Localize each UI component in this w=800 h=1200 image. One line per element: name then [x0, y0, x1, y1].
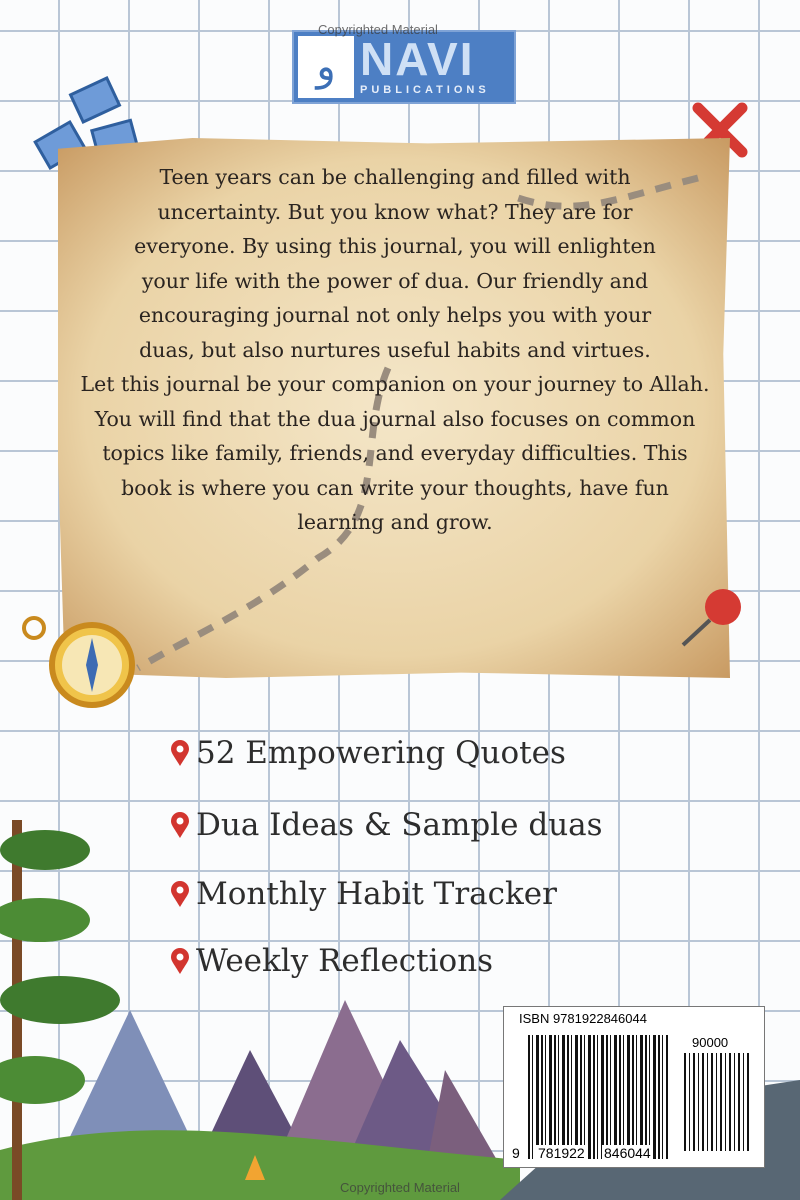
feature-item — [170, 735, 566, 771]
calligraphy-icon: و — [298, 36, 354, 98]
location-pin-icon — [170, 740, 190, 766]
copyright-watermark-top: Copyrighted Material — [318, 22, 438, 37]
publisher-tagline: PUBLICATIONS — [360, 84, 490, 96]
barcode-digits-left: 781922 — [538, 1145, 585, 1161]
blurb-paragraph-1: Teen years can be challenging and filled with uncertainty. But you know what? They are for everyone. By using this journal, you will enlighten your life with the power of dua. Our friendly and encouraging journal not only helps you with your duas, but also nurtures useful habits and virtues. — [134, 165, 656, 362]
push-pin-icon — [675, 585, 750, 655]
publisher-name: NAVI — [360, 33, 475, 85]
barcode-digits-right: 846044 — [604, 1145, 651, 1161]
price-code: 90000 — [692, 1035, 729, 1050]
isbn-barcode — [503, 1006, 765, 1168]
feature-label: Weekly Reflections — [196, 943, 494, 979]
feature-label: Monthly Habit Tracker — [196, 876, 557, 912]
barcode-digit-prefix: 9 — [512, 1145, 520, 1161]
price-barcode-bars — [684, 1053, 752, 1151]
feature-label: 52 Empowering Quotes — [196, 735, 566, 771]
compass-icon — [12, 600, 142, 710]
isbn-label: ISBN 9781922846044 — [519, 1011, 647, 1026]
feature-label: Dua Ideas & Sample duas — [196, 807, 603, 843]
blurb-text — [80, 160, 710, 540]
publisher-logo — [292, 30, 516, 104]
blurb-paragraph-2: Let this journal be your companion on your journey to Allah. You will find that the dua journal also focuses on common topics like family, friends, and everyday difficulties. This book is where you can write your thoughts, have fun learning and grow. — [80, 372, 710, 534]
barcode-bars — [528, 1035, 668, 1159]
copyright-watermark-bottom: Copyrighted Material — [340, 1180, 460, 1195]
